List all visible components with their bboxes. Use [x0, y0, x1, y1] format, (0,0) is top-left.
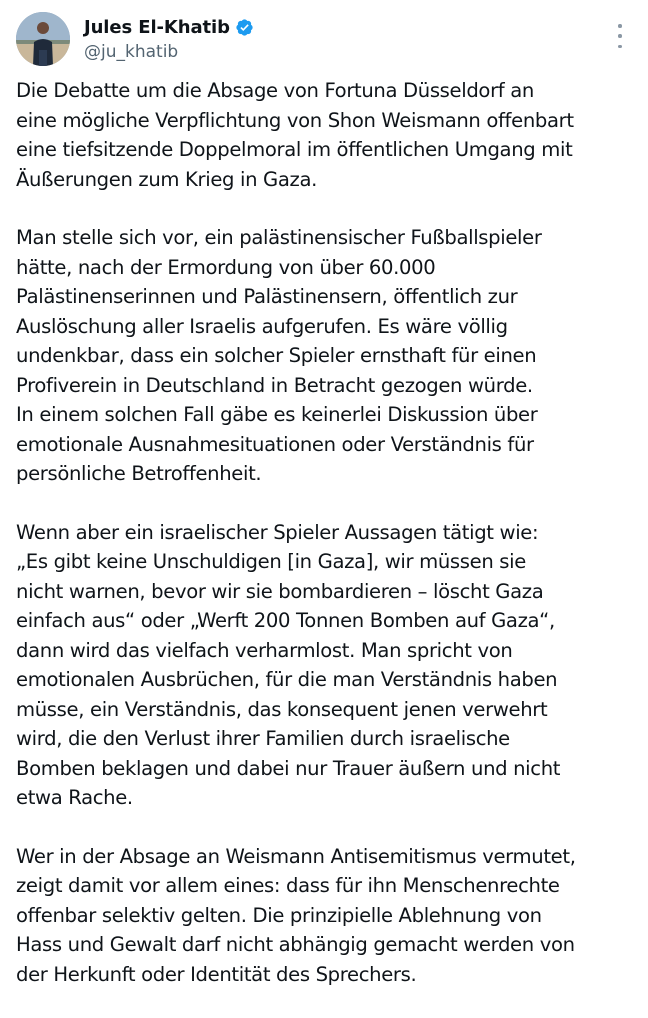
tweet-paragraph: Die Debatte um die Absage von Fortuna Düsseldorf an eine mögliche Verpflichtung von Shon Weismann offenbart eine tiefsitzende Doppelmoral im öffentlichen Umgang mit Äußerungen zum Krieg in Gaza. — [16, 79, 574, 191]
author-handle[interactable]: @ju_khatib — [84, 42, 179, 62]
more-options-icon[interactable] — [612, 24, 628, 48]
tweet-paragraph: Wer in der Absage an Weismann Antisemitismus vermutet, zeigt damit vor allem eines: dass für ihn Menschenrechte offenbar selektiv gelten. Die prinzipielle Ablehnung von Hass und Gewalt darf nicht abhängig gemacht werden von der Herkunft oder Identität des Sprechers. — [16, 844, 576, 986]
avatar[interactable] — [16, 12, 70, 66]
tweet-header — [16, 12, 632, 68]
author-display-name[interactable]: Jules El-Khatib — [84, 16, 230, 38]
tweet-text — [16, 76, 640, 1018]
tweet-paragraph: Wenn aber ein israelischer Spieler Aussagen tätigt wie: „Es gibt keine Unschuldigen [in Gaza], wir müssen sie nicht warnen, bevor wir sie bombardieren – löscht Gaza einfach aus“ oder „Werft 200 Tonnen Bomben auf Gaza“, dann wird das vielfach verharmlost. Man spricht von emotionalen Ausbrüchen, für die man Verständnis haben müsse, ein Verständnis, das konsequent jenen verwehrt wird, die den Verlust ihrer Familien durch israelische Bomben beklagen und dabei nur Trauer äußern und nicht etwa Rache. — [16, 520, 561, 809]
author-names — [84, 14, 254, 62]
tweet-paragraph: Man stelle sich vor, ein palästinensischer Fußballspieler hätte, nach der Ermordung von über 60.000 Palästinenserinnen und Palästinensern, öffentlich zur Auslöschung aller Israelis aufgerufen. Es wäre völlig undenkbar, dass ein solcher Spieler ernsthaft für einen Profiverein in Deutschland in Betracht gezogen würde. In einem solchen Fall gäbe es keinerlei Diskussion über emotionale Ausnahmesituationen oder Verständnis für persönliche Betroffenheit. — [16, 226, 542, 485]
avatar-image — [16, 12, 70, 66]
verified-badge-icon — [235, 18, 254, 37]
